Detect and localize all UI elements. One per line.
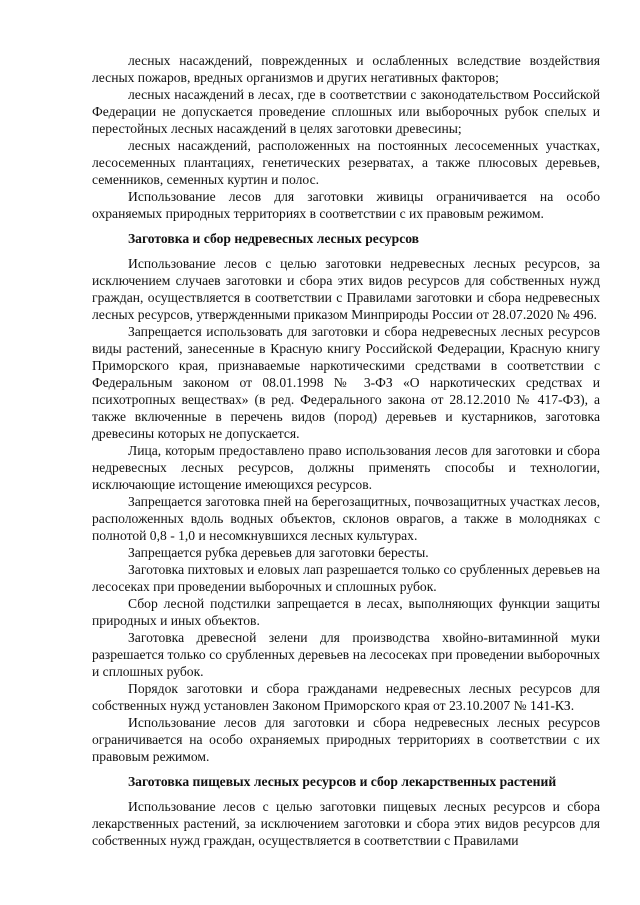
paragraph: Сбор лесной подстилки запрещается в лесах, выполняющих функции защиты природных и иных объектов. — [92, 596, 600, 628]
paragraph: Запрещается рубка деревьев для заготовки бересты. — [128, 545, 429, 560]
paragraph: лесных насаждений в лесах, где в соответствии с законодательством Российской Федерации не допускается проведение сплошных или выборочных рубок спелых и перестойных лесных насаждений в целях заготовки древесины; — [92, 87, 600, 136]
paragraph: Заготовка пихтовых и еловых лап разрешается только со срубленных деревьев на лесосеках при проведении выборочных и сплошных рубок. — [92, 562, 600, 594]
paragraph: Лица, которым предоставлено право использования лесов для заготовки и сбора недревесных лесных ресурсов, должны применять способы и технологии, исключающие истощение имеющихся ресурсов. — [92, 443, 600, 492]
paragraph: Использование лесов с целью заготовки недревесных лесных ресурсов, за исключением случаев заготовки и сбора этих видов ресурсов для собственных нужд граждан, осуществляется в соответствии с Правилами заготовки и сбора недревесных лесных ресурсов, утвержденными приказом Минприроды России от 28.07.2020 № 496. — [92, 256, 600, 322]
paragraph: лесных насаждений, поврежденных и ослабленных вследствие воздействия лесных пожаров, вредных организмов и других негативных факторов; — [92, 53, 600, 85]
paragraph: Запрещается заготовка пней на берегозащитных, почвозащитных участках лесов, расположенных вдоль водных объектов, склонов оврагов, а также в молодняках с полнотой 0,8 - 1,0 и несомкнувшихся лесных культурах. — [92, 494, 600, 543]
paragraph: Порядок заготовки и сбора гражданами недревесных лесных ресурсов для собственных нужд установлен Законом Приморского края от 23.10.2007 № 141-КЗ. — [92, 681, 600, 713]
document-page — [92, 52, 600, 849]
paragraph: Заготовка древесной зелени для производства хвойно-витаминной муки разрешается только со срубленных деревьев на лесосеках при проведении выборочных и сплошных рубок. — [92, 630, 600, 679]
section-heading: Заготовка и сбор недревесных лесных ресурсов — [128, 231, 420, 246]
paragraph: Использование лесов с целью заготовки пищевых лесных ресурсов и сбора лекарственных растений, за исключением заготовки и сбора этих видов ресурсов для собственных нужд граждан, осуществляется в соответствии с Правилами — [92, 799, 600, 848]
paragraph: лесных насаждений, расположенных на постоянных лесосеменных участках, лесосеменных плантациях, генетических резерватах, а также плюсовых деревьев, семенников, семенных куртин и полос. — [92, 138, 600, 187]
paragraph: Использование лесов для заготовки живицы ограничивается на особо охраняемых природных территориях в соответствии с их правовым режимом. — [92, 189, 600, 221]
paragraph: Запрещается использовать для заготовки и сбора недревесных лесных ресурсов виды растений, занесенные в Красную книгу Российской Федерации, Красную книгу Приморского края, признаваемые наркотическими средствами в соответствии с Федеральным законом от 08.01.1998 № 3-ФЗ «О наркотических средствах и психотропных веществах» (в ред. Федерального закона от 28.12.2010 № 417-ФЗ), а также включенные в перечень видов (пород) деревьев и кустарников, заготовка древесины которых не допускается. — [92, 324, 600, 441]
section-heading: Заготовка пищевых лесных ресурсов и сбор лекарственных растений — [128, 774, 557, 789]
paragraph: Использование лесов для заготовки и сбора недревесных лесных ресурсов ограничивается на особо охраняемых природных территориях в соответствии с их правовым режимом. — [92, 715, 600, 764]
